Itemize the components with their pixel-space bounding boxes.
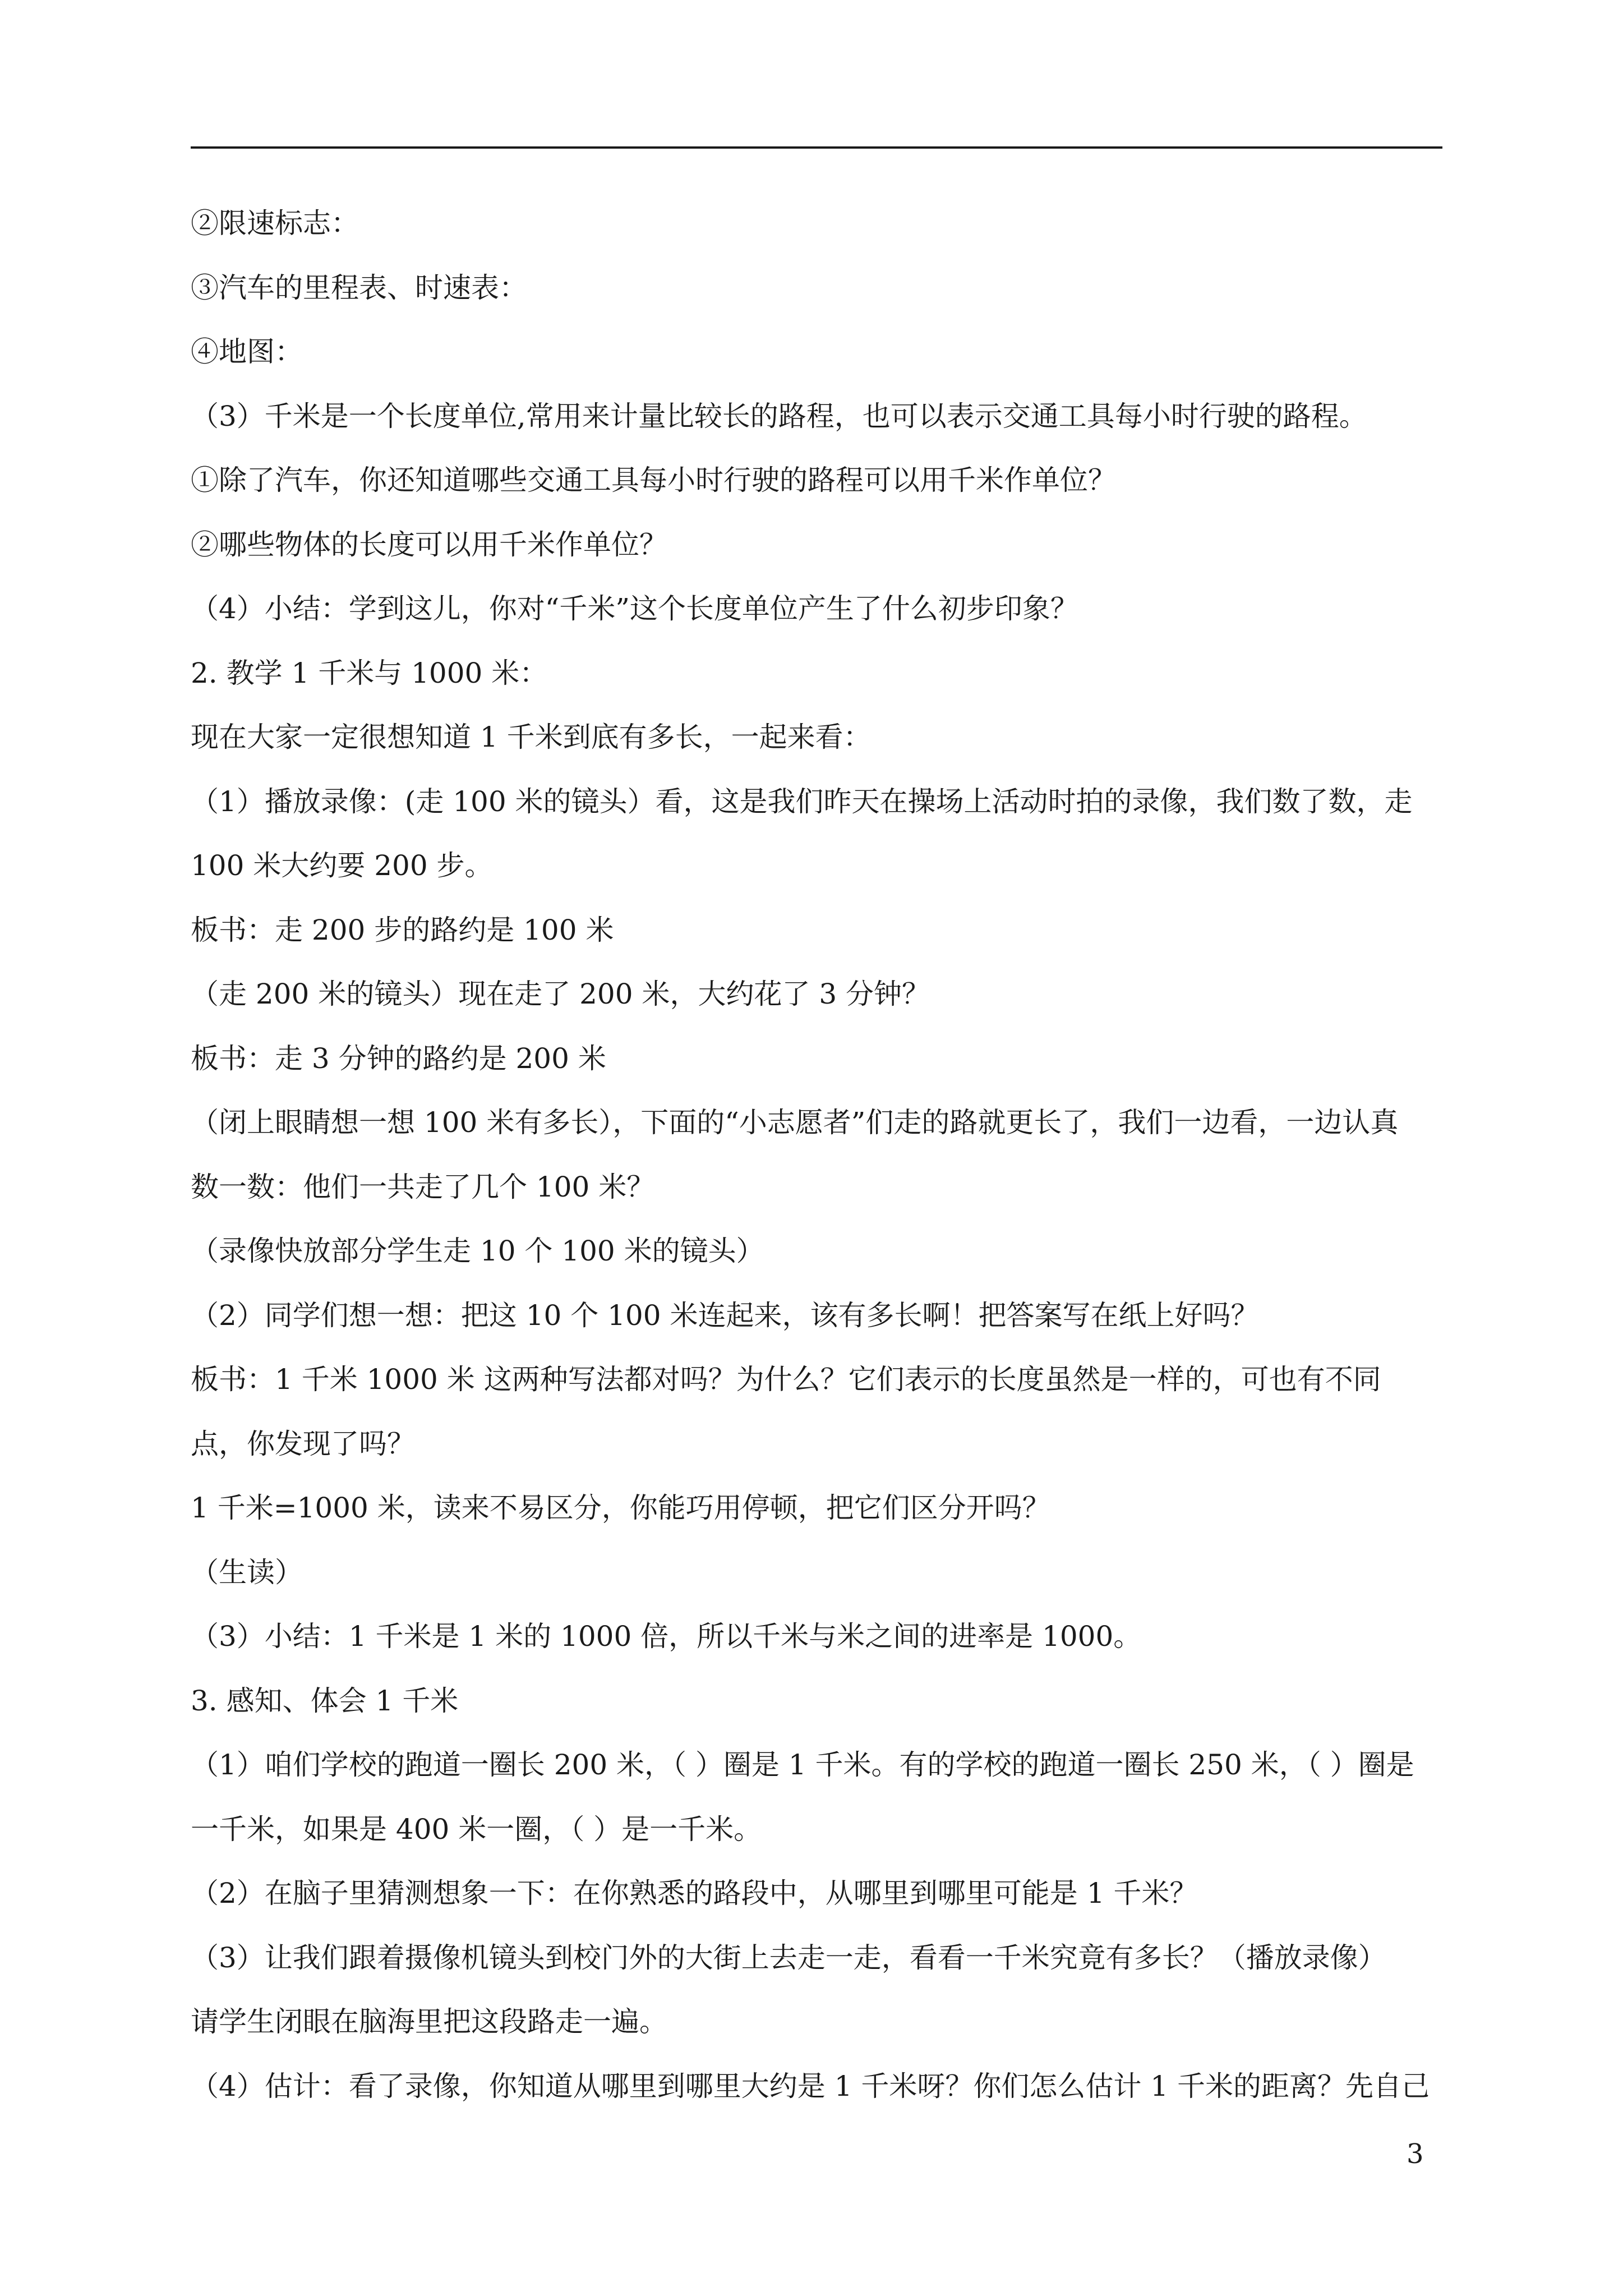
text-line: 板书：走 200 步的路约是 100 米 <box>191 914 614 946</box>
text-line: ①除了汽车，你还知道哪些交通工具每小时行驶的路程可以用千米作单位？ <box>191 464 1116 496</box>
text-line: 3. 感知、体会 1 千米 <box>191 1685 459 1717</box>
text-line: （3）让我们跟着摄像机镜头到校门外的大街上去走一走，看看一千米究竟有多长？（播放录像） <box>191 1941 1386 1974</box>
text-line: （4）小结：学到这儿，你对“千米”这个长度单位产生了什么初步印象？ <box>191 592 1078 625</box>
text-line: ④地图： <box>191 335 303 368</box>
text-line: （录像快放部分学生走 10 个 100 米的镜头） <box>191 1235 764 1267</box>
page-number: 3 <box>1407 2138 1424 2170</box>
text-line: （闭上眼睛想一想 100 米有多长），下面的“小志愿者”们走的路就更长了，我们一边看，一边认真 <box>191 1106 1399 1139</box>
text-line: （3）小结：1 千米是 1 米的 1000 倍，所以千米与米之间的进率是 1000。 <box>191 1620 1142 1653</box>
text-line: （3）千米是一个长度单位,常用来计量比较长的路程，也可以表示交通工具每小时行驶的路程。 <box>191 400 1367 432</box>
text-line: 2. 教学 1 千米与 1000 米： <box>191 657 548 689</box>
text-line: 点，你发现了吗？ <box>191 1428 415 1460</box>
text-line: （1）播放录像：(走 100 米的镜头）看，这是我们昨天在操场上活动时拍的录像，我们数了数，走 <box>191 785 1413 818</box>
text-line: 100 米大约要 200 步。 <box>191 849 493 882</box>
text-line: ②哪些物体的长度可以用千米作单位？ <box>191 528 667 561</box>
text-line: 现在大家一定很想知道 1 千米到底有多长，一起来看： <box>191 721 872 753</box>
header-rule <box>191 146 1442 149</box>
text-line: 数一数：他们一共走了几个 100 米？ <box>191 1171 655 1203</box>
text-line: （2）在脑子里猜测想象一下：在你熟悉的路段中，从哪里到哪里可能是 1 千米？ <box>191 1877 1198 1910</box>
text-line: ②限速标志： <box>191 207 359 240</box>
text-line: （生读） <box>191 1556 303 1589</box>
text-line: （2）同学们想一想：把这 10 个 100 米连起来，该有多长啊！把答案写在纸上好吗？ <box>191 1299 1259 1332</box>
text-line: （4）估计：看了录像，你知道从哪里到哪里大约是 1 千米呀？你们怎么估计 1 千米的距离？先自己 <box>191 2070 1430 2102</box>
text-line: ③汽车的里程表、时速表： <box>191 272 527 304</box>
text-line: 板书：走 3 分钟的路约是 200 米 <box>191 1042 606 1075</box>
text-line: 1 千米=1000 米，读来不易区分，你能巧用停顿，把它们区分开吗？ <box>191 1492 1050 1524</box>
text-line: 一千米，如果是 400 米一圈，（ ）是一千米。 <box>191 1813 762 1846</box>
text-line: （1）咱们学校的跑道一圈长 200 米，（ ）圈是 1 千米。有的学校的跑道一圈长 250 米，（ ）圈是 <box>191 1749 1414 1781</box>
text-line: 板书：1 千米 1000 米 这两种写法都对吗？为什么？它们表示的长度虽然是一样的，可也有不同 <box>191 1363 1381 1396</box>
text-line: （走 200 米的镜头）现在走了 200 米，大约花了 3 分钟？ <box>191 978 930 1010</box>
text-line: 请学生闭眼在脑海里把这段路走一遍。 <box>191 2005 667 2038</box>
